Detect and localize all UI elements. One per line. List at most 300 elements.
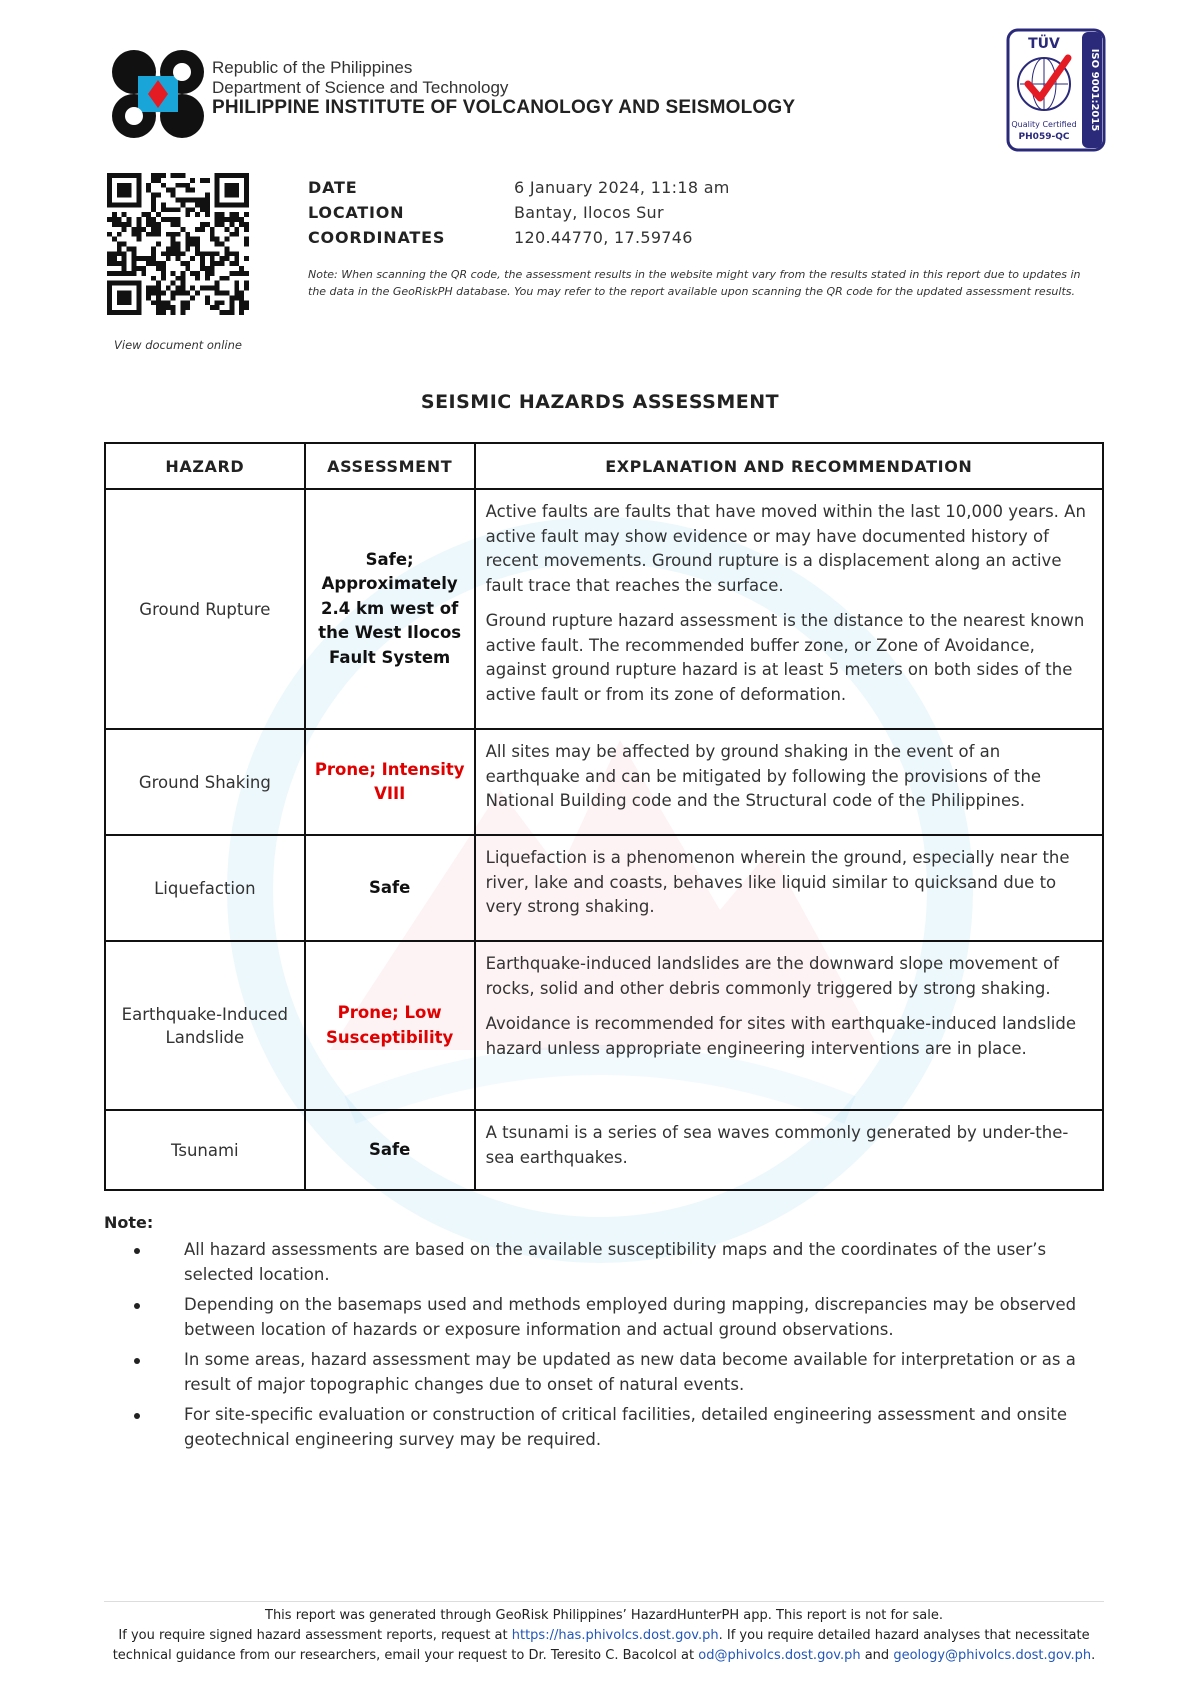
qr-module (151, 261, 156, 266)
qr-module (229, 232, 234, 237)
qr-module (229, 300, 234, 305)
qr-module (166, 232, 171, 237)
qr-module (205, 197, 210, 202)
qr-module (200, 266, 205, 271)
qr-module (161, 251, 166, 256)
iso-badge-top-text: TÜV (1028, 36, 1060, 52)
meta-date-row (308, 175, 730, 200)
qr-module (156, 281, 161, 286)
qr-module (195, 276, 200, 281)
qr-module (136, 188, 141, 193)
location-value: Bantay, Ilocos Sur (514, 203, 664, 222)
qr-module (151, 256, 156, 261)
coordinates-label: COORDINATES (308, 228, 446, 247)
qr-module (166, 300, 171, 305)
qr-module (117, 242, 122, 247)
qr-module (151, 197, 156, 202)
explanation-paragraph: A tsunami is a series of sea waves commonly generated by under-the-sea earthquakes. (485, 1123, 1069, 1167)
qr-module (107, 295, 112, 300)
qr-module (200, 256, 205, 261)
qr-module (215, 217, 220, 222)
qr-module (117, 300, 122, 305)
qr-module (136, 286, 141, 291)
qr-module (215, 261, 220, 266)
qr-module (117, 291, 122, 296)
qr-module (185, 246, 190, 251)
qr-module (215, 251, 220, 256)
qr-module (131, 173, 136, 178)
qr-module (215, 291, 220, 296)
qr-module (122, 310, 127, 315)
iso-badge-cert-text: Quality Certified (1011, 120, 1077, 129)
qr-module (136, 227, 141, 232)
qr-module (122, 300, 127, 305)
bullet-icon (134, 1303, 140, 1309)
table-row (105, 1110, 1103, 1190)
qr-module (190, 197, 195, 202)
qr-module (205, 286, 210, 291)
qr-module (117, 246, 122, 251)
qr-module (239, 271, 244, 276)
qr-module (180, 227, 185, 232)
qr-module (244, 281, 249, 286)
agency-name (212, 58, 795, 118)
qr-module (190, 207, 195, 212)
qr-module (136, 197, 141, 202)
col-header-assessment: ASSESSMENT (305, 443, 475, 489)
qr-module (117, 188, 122, 193)
qr-module (107, 217, 112, 222)
qr-module (107, 202, 112, 207)
qr-module (127, 310, 132, 315)
qr-module (180, 183, 185, 188)
qr-module (210, 256, 215, 261)
qr-module (244, 188, 249, 193)
qr-module (176, 183, 181, 188)
list-item (104, 1238, 1084, 1287)
qr-module (161, 217, 166, 222)
qr-module (151, 276, 156, 281)
qr-module (185, 197, 190, 202)
qr-module (185, 183, 190, 188)
qr-module (176, 207, 181, 212)
qr-module (161, 276, 166, 281)
qr-module (185, 266, 190, 271)
qr-module (127, 183, 132, 188)
list-item (104, 1403, 1084, 1452)
qr-module (127, 246, 132, 251)
qr-module (234, 271, 239, 276)
qr-module (127, 300, 132, 305)
explanation-paragraph: Liquefaction is a phenomenon wherein the ground, especially near the river, lake and coasts, behaves like liquid similar to quicksand due to very strong shaking. (485, 848, 1070, 916)
qr-module (244, 256, 249, 261)
qr-module (210, 227, 215, 232)
qr-module (190, 242, 195, 247)
qr-module (205, 193, 210, 198)
qr-module (131, 227, 136, 232)
qr-module (166, 286, 171, 291)
qr-module (180, 310, 185, 315)
qr-module (220, 202, 225, 207)
qr-module (229, 310, 234, 315)
qr-module (161, 291, 166, 296)
date-value: 6 January 2024, 11:18 am (514, 178, 730, 197)
qr-module (151, 251, 156, 256)
agency-institute: PHILIPPINE INSTITUTE OF VOLCANOLOGY AND SEISMOLOGY (212, 97, 796, 118)
qr-module (117, 173, 122, 178)
qr-module (171, 222, 176, 227)
qr-module (234, 188, 239, 193)
qr-module (146, 286, 151, 291)
qr-module (205, 202, 210, 207)
qr-module (117, 251, 122, 256)
geology-email-link[interactable]: geology@phivolcs.dost.gov.ph (893, 1648, 1092, 1663)
qr-module (127, 217, 132, 222)
qr-module (122, 222, 127, 227)
qr-module (136, 291, 141, 296)
qr-module (225, 246, 230, 251)
qr-module (200, 251, 205, 256)
qr-module (220, 276, 225, 281)
qr-module (185, 232, 190, 237)
qr-module (122, 212, 127, 217)
qr-module (156, 305, 161, 310)
qr-module (146, 217, 151, 222)
table-row (105, 489, 1103, 729)
qr-module (215, 212, 220, 217)
qr-module (122, 295, 127, 300)
qr-module (220, 256, 225, 261)
qr-module (161, 300, 166, 305)
qr-module (131, 246, 136, 251)
explanation-paragraph: Ground rupture hazard assessment is the distance to the nearest known active fault. The recommended buffer zone, or Zone of Avoidance, against ground rupture hazard is at least 5 meters on both sides of the active fault or from its zone of deformation. (485, 611, 1085, 704)
qr-module (225, 310, 230, 315)
qr-module (220, 173, 225, 178)
qr-module (151, 178, 156, 183)
qr-module (180, 202, 185, 207)
qr-module (185, 212, 190, 217)
qr-module (225, 237, 230, 242)
qr-module (234, 286, 239, 291)
qr-module (122, 266, 127, 271)
qr-module (156, 212, 161, 217)
qr-module (200, 227, 205, 232)
qr-module (195, 291, 200, 296)
qr-module (151, 227, 156, 232)
qr-module (107, 251, 112, 256)
qr-module (107, 256, 112, 261)
qr-module (200, 222, 205, 227)
qr-module (151, 222, 156, 227)
qr-module (180, 251, 185, 256)
assessment-cell: Prone; Low Susceptibility (305, 941, 475, 1110)
qr-module (117, 261, 122, 266)
qr-module (131, 261, 136, 266)
qr-module (161, 207, 166, 212)
qr-module (215, 222, 220, 227)
qr-module (171, 251, 176, 256)
qr-module (176, 242, 181, 247)
qr-module (190, 295, 195, 300)
qr-module (136, 178, 141, 183)
qr-module (122, 183, 127, 188)
qr-module (185, 237, 190, 242)
qr-module (166, 207, 171, 212)
qr-module (225, 188, 230, 193)
qr-module (112, 202, 117, 207)
qr-module (127, 281, 132, 286)
agency-department: Department of Science and Technology (212, 78, 509, 97)
qr-module (229, 193, 234, 198)
coordinates-value: 120.44770, 17.59746 (514, 228, 693, 247)
qr-module (127, 222, 132, 227)
qr-module (215, 188, 220, 193)
footer-text: and (860, 1648, 894, 1663)
table-row (105, 729, 1103, 835)
qr-module (220, 291, 225, 296)
qr-module (205, 300, 210, 305)
qr-module (210, 266, 215, 271)
qr-module (122, 193, 127, 198)
qr-module (229, 188, 234, 193)
qr-module (176, 286, 181, 291)
qr-module (122, 281, 127, 286)
qr-module (229, 305, 234, 310)
od-email-link[interactable]: od@phivolcs.dost.gov.ph (698, 1648, 861, 1663)
qr-module (190, 256, 195, 261)
has-link[interactable]: https://has.phivolcs.dost.gov.ph (511, 1628, 719, 1643)
qr-module (166, 251, 171, 256)
qr-module (112, 237, 117, 242)
qr-module (215, 242, 220, 247)
explanation-paragraph: Earthquake-induced landslides are the downward slope movement of rocks, solid and other debris commonly triggered by strong shaking. (485, 954, 1059, 998)
qr-module (176, 251, 181, 256)
qr-module (136, 193, 141, 198)
qr-module (229, 217, 234, 222)
qr-module (210, 271, 215, 276)
qr-module (210, 305, 215, 310)
qr-module (205, 178, 210, 183)
qr-module (195, 197, 200, 202)
qr-module (244, 222, 249, 227)
qr-module (229, 271, 234, 276)
qr-module (127, 188, 132, 193)
dost-logo (108, 46, 208, 142)
qr-module (171, 310, 176, 315)
qr-module (185, 300, 190, 305)
qr-module (176, 276, 181, 281)
qr-module (171, 173, 176, 178)
qr-module (244, 212, 249, 217)
qr-module (117, 183, 122, 188)
notes-list (104, 1238, 1084, 1452)
qr-module (244, 227, 249, 232)
qr-module (225, 251, 230, 256)
qr-module (195, 251, 200, 256)
qr-module (146, 188, 151, 193)
qr-module (112, 212, 117, 217)
qr-module (215, 202, 220, 207)
qr-module (156, 222, 161, 227)
qr-module (234, 232, 239, 237)
explanation-paragraph: Active faults are faults that have moved within the last 10,000 years. An active fault may show evidence or may have documented history of recent movements. Ground rupture is a displacement along an active fault trace that reaches the surface. (485, 502, 1086, 595)
qr-module (244, 173, 249, 178)
qr-module (136, 310, 141, 315)
qr-module (234, 193, 239, 198)
footer-text: . (1091, 1648, 1096, 1663)
qr-module (131, 256, 136, 261)
qr-module (122, 271, 127, 276)
meta-location-row (308, 200, 730, 225)
qr-module (122, 251, 127, 256)
qr-module (195, 246, 200, 251)
col-header-explanation: EXPLANATION AND RECOMMENDATION (475, 443, 1103, 489)
qr-module (234, 256, 239, 261)
explanation-cell (475, 1110, 1103, 1190)
qr-code[interactable] (107, 173, 249, 315)
explanation-cell (475, 835, 1103, 941)
qr-module (166, 256, 171, 261)
qr-module (180, 261, 185, 266)
qr-module (190, 178, 195, 183)
qr-module (151, 207, 156, 212)
qr-module (220, 300, 225, 305)
qr-module (176, 246, 181, 251)
qr-module (112, 217, 117, 222)
qr-module (239, 305, 244, 310)
qr-module (190, 286, 195, 291)
qr-module (146, 212, 151, 217)
qr-module (215, 173, 220, 178)
qr-module (117, 271, 122, 276)
qr-module (171, 291, 176, 296)
qr-module (195, 237, 200, 242)
qr-module (210, 232, 215, 237)
qr-module (136, 217, 141, 222)
qr-module (146, 295, 151, 300)
iso-badge-code-text: PH059-QC (1018, 132, 1070, 142)
col-header-hazard: HAZARD (105, 443, 305, 489)
qr-module (215, 286, 220, 291)
qr-module (117, 217, 122, 222)
footer-line-2 (104, 1626, 1104, 1666)
qr-module (136, 295, 141, 300)
agency-republic: Republic of the Philippines (212, 58, 413, 77)
qr-module (117, 281, 122, 286)
note-text: Depending on the basemaps used and methods employed during mapping, discrepancies may be observed between location of hazards or exposure information and actual ground observations. (184, 1295, 1077, 1339)
qr-module (176, 197, 181, 202)
qr-module (151, 193, 156, 198)
qr-module (107, 286, 112, 291)
qr-module (151, 291, 156, 296)
qr-module (171, 242, 176, 247)
qr-module (161, 261, 166, 266)
qr-module (200, 178, 205, 183)
qr-module (234, 173, 239, 178)
note-text: For site-specific evaluation or construction of critical facilities, detailed engineering assessment and onsite geotechnical engineering survey may be required. (184, 1405, 1067, 1449)
table-header-row (105, 443, 1103, 489)
hazards-table (104, 442, 1104, 1191)
qr-module (234, 251, 239, 256)
section-title: SEISMIC HAZARDS ASSESSMENT (420, 391, 780, 413)
qr-module (200, 261, 205, 266)
qr-module (225, 291, 230, 296)
qr-module (244, 193, 249, 198)
qr-module (239, 217, 244, 222)
hazard-cell: Liquefaction (105, 835, 305, 941)
qr-module (195, 202, 200, 207)
qr-module (107, 261, 112, 266)
qr-module (205, 295, 210, 300)
qr-module (151, 202, 156, 207)
qr-module (215, 300, 220, 305)
explanation-cell (475, 941, 1103, 1110)
qr-module (220, 222, 225, 227)
qr-module (122, 188, 127, 193)
qr-module (156, 300, 161, 305)
qr-module (161, 183, 166, 188)
qr-module (185, 207, 190, 212)
qr-module (225, 183, 230, 188)
qr-module (244, 305, 249, 310)
qr-module (131, 232, 136, 237)
qr-module (180, 305, 185, 310)
qr-module (107, 281, 112, 286)
qr-module (156, 227, 161, 232)
qr-module (234, 291, 239, 296)
qr-module (185, 261, 190, 266)
qr-module (156, 286, 161, 291)
qr-module (166, 305, 171, 310)
hazard-cell: Tsunami (105, 1110, 305, 1190)
assessment-cell: Safe; Approximately 2.4 km west of the West Ilocos Fault System (305, 489, 475, 729)
explanation-cell (475, 729, 1103, 835)
qr-module (151, 232, 156, 237)
qr-module (171, 207, 176, 212)
qr-module (200, 286, 205, 291)
qr-module (146, 291, 151, 296)
qr-module (225, 227, 230, 232)
qr-module (136, 173, 141, 178)
qr-module (200, 202, 205, 207)
assessment-cell: Safe (305, 835, 475, 941)
qr-module (234, 295, 239, 300)
qr-module (205, 207, 210, 212)
qr-module (112, 251, 117, 256)
note-text: All hazard assessments are based on the available susceptibility maps and the coordinates of the user’s selected location. (184, 1240, 1047, 1284)
qr-module (210, 237, 215, 242)
qr-module (156, 178, 161, 183)
hazard-cell: Ground Shaking (105, 729, 305, 835)
qr-module (146, 261, 151, 266)
qr-module (117, 232, 122, 237)
hazard-cell: Earthquake-Induced Landslide (105, 941, 305, 1110)
qr-module (185, 242, 190, 247)
qr-module (151, 173, 156, 178)
qr-module (171, 193, 176, 198)
qr-module (156, 173, 161, 178)
qr-module (131, 251, 136, 256)
qr-module (176, 232, 181, 237)
qr-module (171, 188, 176, 193)
table-row (105, 941, 1103, 1110)
qr-module (225, 276, 230, 281)
qr-module (151, 300, 156, 305)
qr-module (107, 305, 112, 310)
qr-module (127, 202, 132, 207)
qr-module (220, 212, 225, 217)
qr-module (107, 291, 112, 296)
